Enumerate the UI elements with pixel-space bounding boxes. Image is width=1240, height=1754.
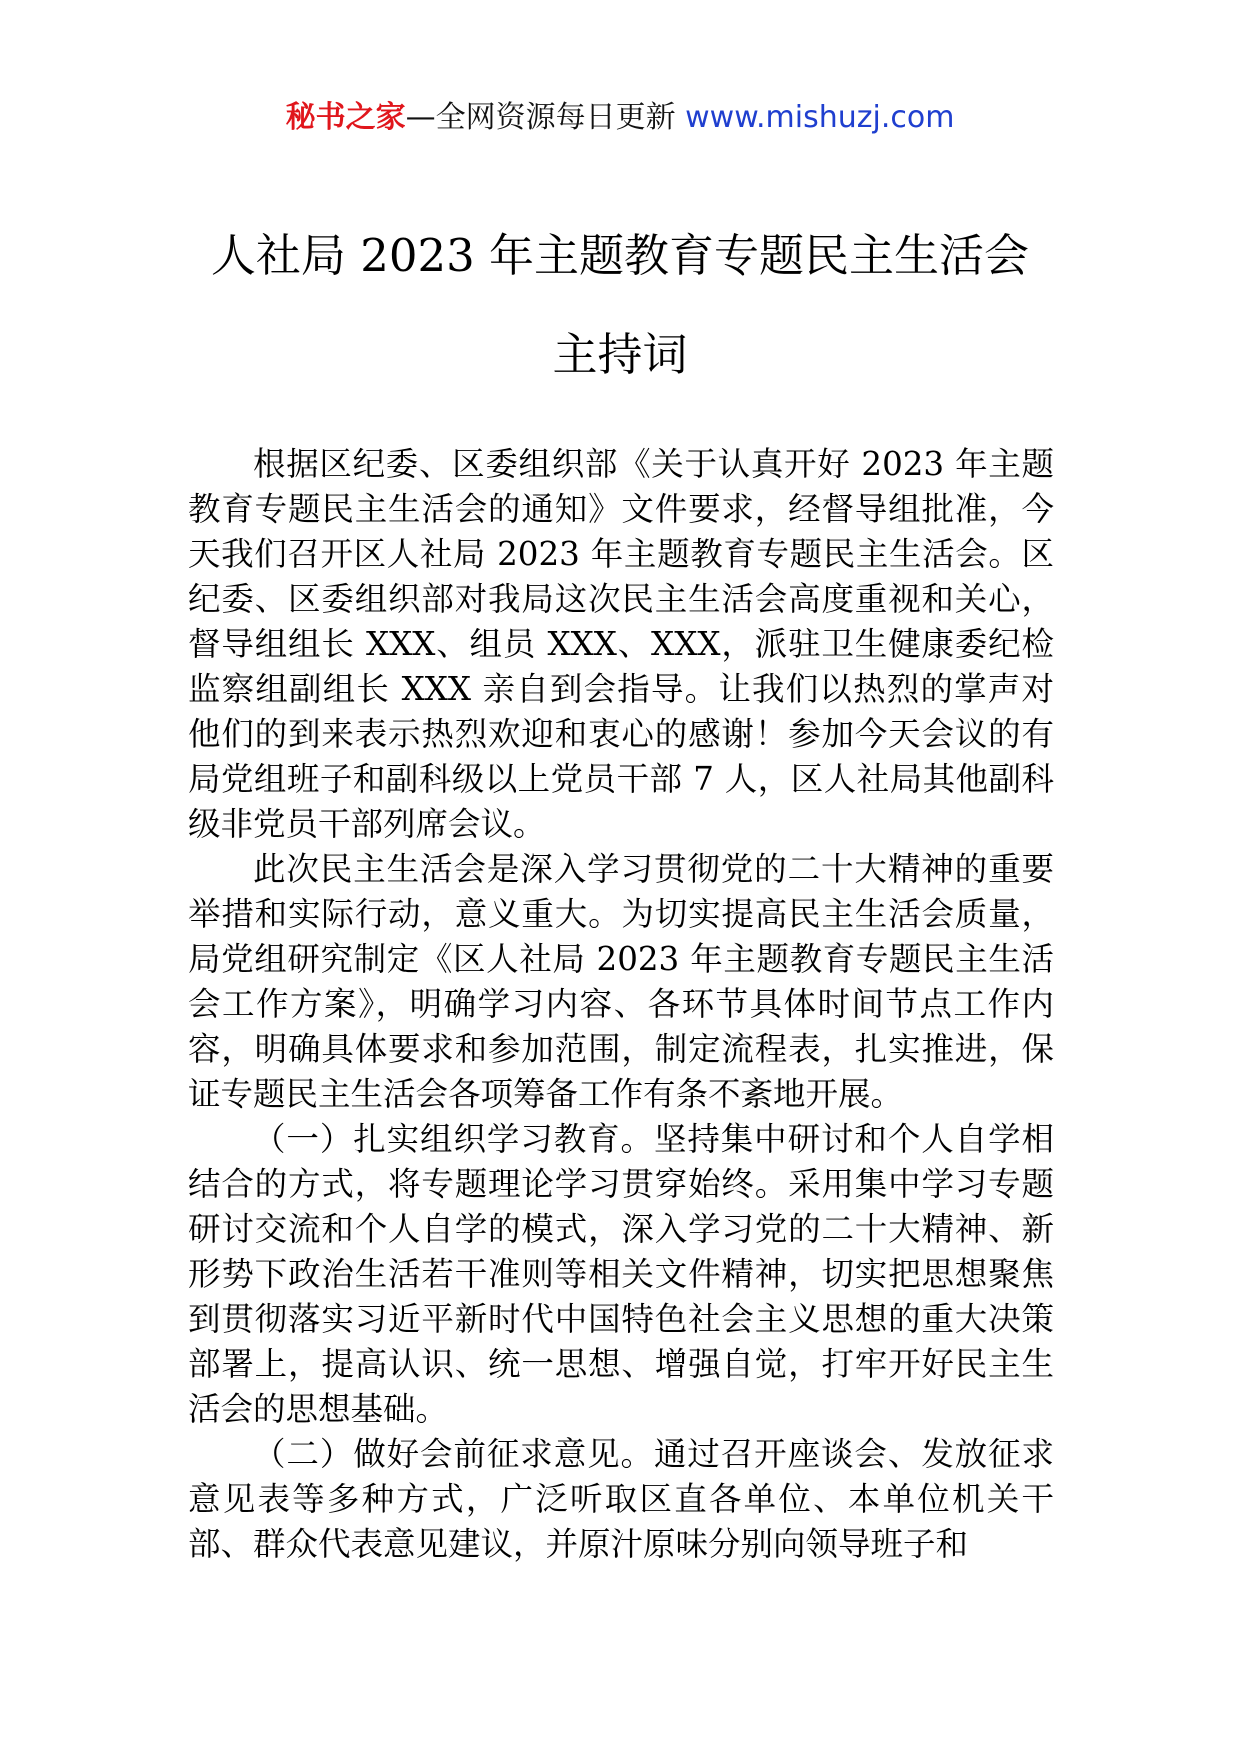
title-line-1: 人社局 2023 年主题教育专题民主生活会 xyxy=(210,229,1030,282)
site-url-link[interactable]: www.mishuzj.com xyxy=(685,100,955,135)
title-line-2: 主持词 xyxy=(552,328,688,381)
site-tagline: —全网资源每日更新 xyxy=(405,100,676,135)
body-paragraph: 根据区纪委、区委组织部《关于认真开好 2023 年主题教育专题民主生活会的通知》文件要求，经督导组批准，今天我们召开区人社局 2023 年主题教育专题民主生活会。区纪委、区委组织部对我局这次民主生活会高度重视和关心，督导组组长 XXX、组员 XXX、XXX，派驻卫生健康委纪检监察组副组长 XXX 亲自到会指导。让我们以热烈的掌声对他们的到来表示热烈欢迎和衷心的感谢！参加今天会议的有局党组班子和副科级以上党员干部 7 人，区人社局其他副科级非党员干部列席会议。 xyxy=(188,445,1054,843)
site-header xyxy=(0,98,1240,138)
site-brand: 秘书之家 xyxy=(285,100,406,135)
document-title xyxy=(0,226,1240,385)
body-paragraph: （二）做好会前征求意见。通过召开座谈会、发放征求意见表等多种方式，广泛听取区直各单位、本单位机关干部、群众代表意见建议，并原汁原味分别向领导班子和 xyxy=(188,1435,1054,1563)
body-paragraph: （一）扎实组织学习教育。坚持集中研讨和个人自学相结合的方式，将专题理论学习贯穿始终。采用集中学习专题研讨交流和个人自学的模式，深入学习党的二十大精神、新形势下政治生活若干准则等相关文件精神，切实把思想聚焦到贯彻落实习近平新时代中国特色社会主义思想的重大决策部署上，提高认识、统一思想、增强自觉，打牢开好民主生活会的思想基础。 xyxy=(188,1120,1054,1428)
body-paragraph: 此次民主生活会是深入学习贯彻党的二十大精神的重要举措和实际行动，意义重大。为切实提高民主生活会质量，局党组研究制定《区人社局 2023 年主题教育专题民主生活会工作方案》，明确学习内容、各环节具体时间节点工作内容，明确具体要求和参加范围，制定流程表，扎实推进，保证专题民主生活会各项筹备工作有条不紊地开展。 xyxy=(188,850,1054,1113)
document-body xyxy=(188,442,1054,1567)
